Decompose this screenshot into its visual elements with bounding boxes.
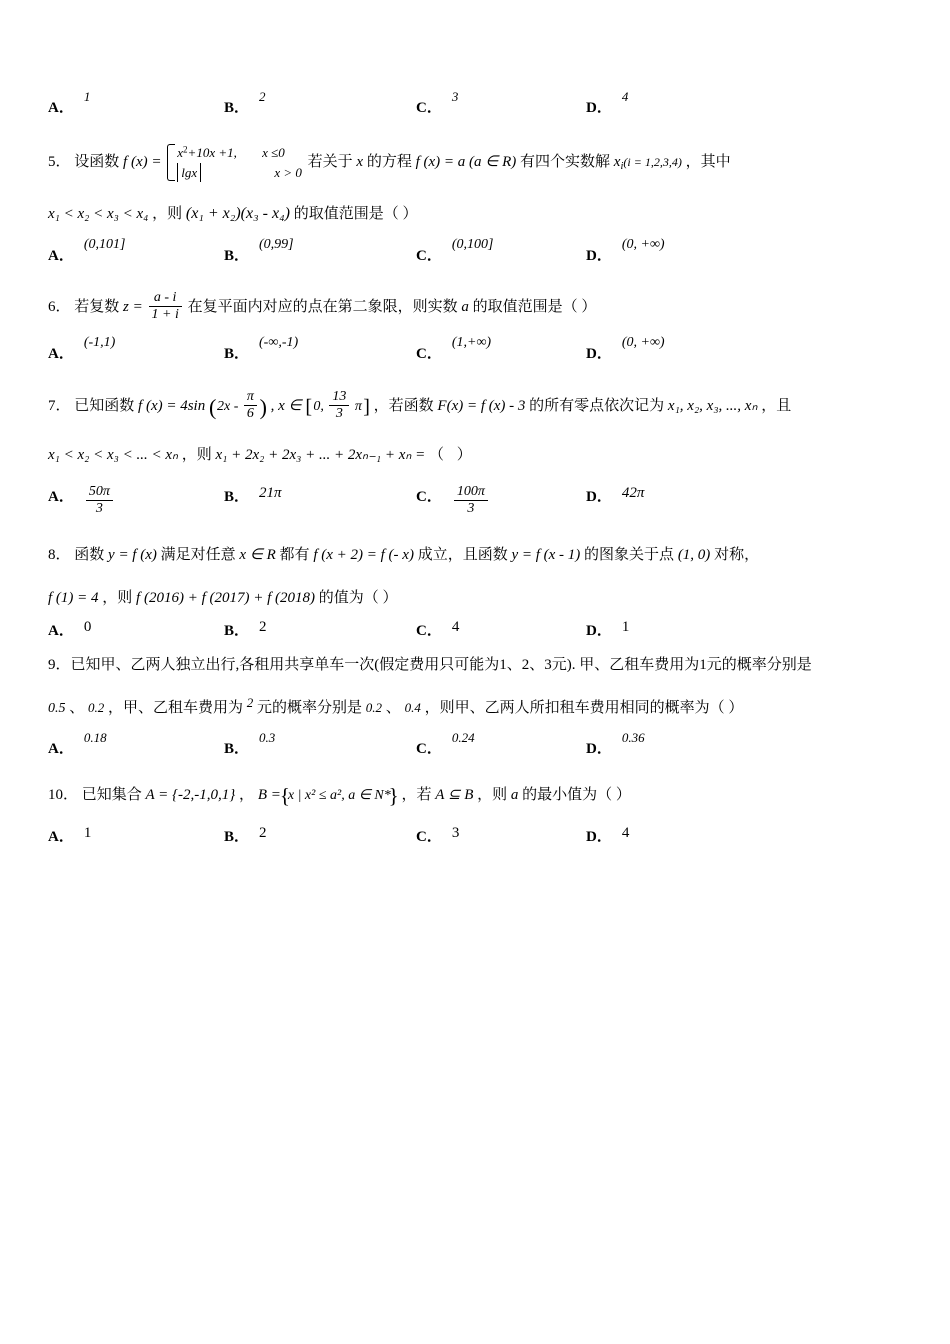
q9-p4: 0.4 bbox=[404, 699, 421, 715]
q5-option-a-value: (0,101] bbox=[83, 237, 126, 252]
q8-option-d-value: 1 bbox=[621, 619, 630, 636]
q10-option-d[interactable] bbox=[586, 825, 786, 846]
q5-expression: (x₁ + x₂)(x₃ - x₄) bbox=[185, 205, 290, 222]
q9-text-1: 已知甲、乙两人独立出行,各租用共享单车一次(假定费用只可能为1、2、3元). 甲、乙租车费用为1元的概率分别是 bbox=[70, 657, 812, 674]
q5-text-4: 有四个实数解 bbox=[520, 153, 611, 170]
q5-case2-cond: x > 0 bbox=[274, 164, 302, 180]
q5-text-5: ，其中 bbox=[685, 153, 731, 170]
q5-case1-cond: x ≤0 bbox=[262, 145, 285, 160]
q7-sin-arg bbox=[209, 390, 267, 423]
question-7-line2 bbox=[48, 444, 908, 467]
q9-number: 9． bbox=[48, 657, 71, 674]
q10-option-c-value: 3 bbox=[451, 825, 460, 842]
q7-option-c-label: C． bbox=[416, 488, 442, 505]
q8-text-6: 对称， bbox=[714, 547, 760, 564]
q10-options-row bbox=[48, 825, 908, 846]
q8-text-8: 的值为（ ） bbox=[318, 589, 398, 606]
q8-eq: f (x + 2) = f (- x) bbox=[313, 547, 414, 564]
q8-option-d[interactable] bbox=[586, 619, 786, 640]
q10-option-d-label: D． bbox=[586, 829, 612, 846]
q6-text-3: 的取值范围是（ ） bbox=[472, 299, 597, 316]
q9-sep-2: 、 bbox=[385, 699, 401, 716]
q5-text-6: ，则 bbox=[152, 206, 183, 222]
q7-order: x₁ < x₂ < x₃ < ... < xₙ bbox=[48, 447, 178, 464]
q7-Fx: F(x) = f (x) - 3 bbox=[437, 398, 526, 415]
q7-text-5: ，则 bbox=[181, 447, 212, 464]
question-10 bbox=[48, 784, 908, 807]
q8-option-c[interactable] bbox=[416, 619, 586, 640]
q10-set-b-body: x | x² ≤ a², a ∈ N* bbox=[287, 788, 391, 804]
q6-option-b[interactable] bbox=[224, 335, 416, 363]
option-d-label: D． bbox=[586, 100, 612, 116]
q8-text-2: 满足对任意 bbox=[160, 547, 236, 564]
q9-option-a[interactable] bbox=[48, 730, 224, 758]
q6-option-d[interactable] bbox=[586, 335, 786, 363]
q10-text-1: 已知集合 bbox=[81, 787, 142, 804]
q5-option-d-label: D． bbox=[586, 248, 612, 264]
q5-equation: f (x) = a (a ∈ R) bbox=[415, 153, 517, 170]
q8-option-b-label: B． bbox=[224, 623, 250, 640]
q6-z: z = bbox=[123, 299, 143, 316]
q8-text-7: ，则 bbox=[102, 589, 133, 606]
q8-text-3: 都有 bbox=[279, 547, 310, 564]
q7-option-b[interactable] bbox=[224, 485, 416, 518]
q5-case2-abs bbox=[177, 163, 201, 183]
option-a[interactable] bbox=[48, 89, 224, 117]
q8-option-a-label: A． bbox=[48, 623, 74, 640]
q5-option-d[interactable] bbox=[586, 237, 786, 265]
q10-number: 10． bbox=[48, 787, 79, 804]
q10-set-a: A = {-2,-1,0,1} bbox=[145, 787, 236, 804]
question-7 bbox=[48, 389, 908, 424]
q9-option-c-label: C． bbox=[416, 741, 442, 758]
q10-set-b-body-wrap bbox=[281, 784, 398, 807]
q8-text-5: 的图象关于点 bbox=[584, 547, 675, 564]
q9-option-d-value: 0.36 bbox=[621, 730, 645, 746]
q6-option-c-value: (1,+∞) bbox=[451, 335, 492, 351]
option-c-value: 3 bbox=[451, 89, 459, 104]
q10-option-a[interactable] bbox=[48, 825, 224, 846]
q9-option-a-label: A． bbox=[48, 741, 74, 758]
q6-text-2: 在复平面内对应的点在第二象限，则实数 bbox=[187, 299, 458, 316]
q5-text-2: 若关于 bbox=[307, 153, 353, 170]
option-c-label: C． bbox=[416, 100, 442, 116]
q10-subset: A ⊆ B bbox=[435, 787, 474, 804]
option-a-value: 1 bbox=[83, 89, 91, 104]
q8-expression: f (2016) + f (2017) + f (2018) bbox=[136, 589, 316, 606]
question-8 bbox=[48, 544, 908, 567]
q7-inner-frac-den: 6 bbox=[246, 406, 254, 422]
q7-inner: 2x - bbox=[216, 399, 239, 414]
q5-case-2 bbox=[177, 163, 302, 183]
q9-option-b[interactable] bbox=[224, 730, 416, 758]
q7-option-a-num: 50π bbox=[86, 484, 113, 501]
q6-options-row bbox=[48, 335, 908, 363]
q6-option-d-value: (0, +∞) bbox=[621, 335, 665, 351]
q7-text-2: ，若函数 bbox=[373, 398, 434, 415]
option-b-value: 2 bbox=[259, 89, 266, 104]
question-9 bbox=[48, 654, 908, 677]
q10-option-b[interactable] bbox=[224, 825, 416, 846]
q9-option-c[interactable] bbox=[416, 730, 586, 758]
q8-option-b[interactable] bbox=[224, 619, 416, 640]
q7-option-d-label: D． bbox=[586, 488, 612, 505]
q10-option-b-label: B． bbox=[224, 829, 250, 846]
q7-domain-left: 0, bbox=[313, 399, 324, 414]
q10-option-d-value: 4 bbox=[621, 825, 630, 842]
option-a-label: A． bbox=[48, 100, 74, 116]
q5-text-7: 的取值范围是（ ） bbox=[293, 206, 418, 222]
q5-number: 5． bbox=[48, 153, 71, 170]
q7-option-c-num: 100π bbox=[454, 484, 488, 501]
question-9-line2 bbox=[48, 694, 908, 720]
q4-options-row bbox=[48, 89, 908, 117]
q7-option-d-value: 42π bbox=[621, 484, 645, 501]
q7-domain-interval bbox=[305, 389, 370, 424]
q10-option-b-value: 2 bbox=[259, 825, 267, 842]
q7-text-3: 的所有零点依次记为 bbox=[529, 398, 665, 415]
q7-domain-frac-num: 13 bbox=[329, 389, 349, 406]
option-b-label: B． bbox=[224, 100, 250, 116]
q9-text-3: 元的概率分别是 bbox=[257, 699, 363, 716]
q9-text-2: ，甲、乙租车费用为 bbox=[108, 699, 244, 716]
q9-p3: 0.2 bbox=[365, 699, 383, 715]
q8-option-b-value: 2 bbox=[259, 619, 267, 636]
option-b[interactable] bbox=[224, 89, 416, 117]
q5-option-c[interactable] bbox=[416, 237, 586, 265]
q8-option-c-value: 4 bbox=[451, 619, 460, 636]
q8-option-d-label: D． bbox=[586, 623, 612, 640]
q7-text-4: ，且 bbox=[761, 398, 792, 415]
q5-piecewise bbox=[167, 143, 302, 182]
q5-case-1 bbox=[177, 143, 302, 163]
q6-option-c[interactable] bbox=[416, 335, 586, 363]
q6-option-a[interactable] bbox=[48, 335, 224, 363]
q10-text-4: ，则 bbox=[477, 787, 508, 804]
q7-domain-x: , x ∈ bbox=[270, 398, 302, 415]
option-d-value: 4 bbox=[621, 89, 629, 104]
q9-options-row bbox=[48, 730, 908, 758]
q7-sum: x₁ + 2x₂ + 2x₃ + ... + 2xₙ₋₁ + xₙ = bbox=[215, 447, 426, 464]
q6-option-d-label: D． bbox=[586, 346, 612, 363]
q6-option-a-value: (-1,1) bbox=[83, 335, 116, 351]
q5-text-1: 设函数 bbox=[74, 153, 120, 170]
q5-roots: x bbox=[613, 153, 621, 170]
question-6 bbox=[48, 291, 908, 324]
q9-p2: 0.2 bbox=[88, 699, 105, 715]
q5-fx: f (x) = bbox=[123, 153, 162, 170]
q9-option-c-value: 0.24 bbox=[451, 730, 475, 746]
q7-domain-fraction bbox=[329, 389, 349, 422]
page-content bbox=[48, 86, 908, 860]
q9-text-4: ，则甲、乙两人所扣租车费用相同的概率为（ ） bbox=[424, 699, 744, 716]
q10-var-a: a bbox=[510, 787, 519, 804]
q9-option-d-label: D． bbox=[586, 741, 612, 758]
q6-var-a: a bbox=[461, 299, 469, 316]
q7-number: 7． bbox=[48, 398, 71, 415]
q5-var-x: x bbox=[356, 153, 364, 170]
q8-option-c-label: C． bbox=[416, 623, 442, 640]
q7-zeros: x₁, x₂, x₃, ..., xₙ bbox=[667, 398, 758, 415]
q9-option-a-value: 0.18 bbox=[83, 730, 107, 746]
q7-inner-frac-num: π bbox=[244, 389, 257, 406]
q9-sep-1: 、 bbox=[69, 699, 85, 716]
q7-option-a-value bbox=[86, 484, 113, 517]
q7-option-c-den: 3 bbox=[467, 500, 475, 516]
q10-option-c-label: C． bbox=[416, 829, 442, 846]
q5-roots-cond: (i = 1,2,3,4) bbox=[623, 154, 682, 169]
q8-text-4: 成立，且函数 bbox=[417, 547, 508, 564]
q5-options-row bbox=[48, 237, 908, 265]
q5-option-d-value: (0, +∞) bbox=[621, 237, 665, 252]
q8-y2: y = f (x - 1) bbox=[511, 547, 581, 564]
question-8-line2 bbox=[48, 587, 908, 610]
q7-option-c-value bbox=[454, 484, 488, 517]
q7-option-a[interactable] bbox=[48, 485, 224, 518]
q8-number: 8． bbox=[48, 547, 71, 564]
option-c[interactable] bbox=[416, 89, 586, 117]
q10-option-a-label: A． bbox=[48, 829, 74, 846]
q6-frac-den: 1 + i bbox=[151, 307, 179, 323]
q7-text-6: （ ） bbox=[429, 447, 477, 464]
q8-given: f (1) = 4 bbox=[48, 589, 99, 606]
q5-option-b-value: (0,99] bbox=[259, 237, 294, 252]
q5-option-c-label: C． bbox=[416, 248, 442, 264]
q7-option-d[interactable] bbox=[586, 485, 786, 518]
q7-option-a-label: A． bbox=[48, 488, 74, 505]
q5-order: x₁ < x₂ < x₃ < x₄ bbox=[48, 206, 149, 222]
q5-case1-rest: +10x +1, bbox=[187, 145, 237, 160]
q6-text-1: 若复数 bbox=[74, 299, 120, 316]
q8-text-1: 函数 bbox=[74, 547, 105, 564]
q9-option-b-label: B． bbox=[224, 741, 250, 758]
q7-options-row bbox=[48, 485, 908, 518]
q10-text-3: ，若 bbox=[401, 787, 432, 804]
question-5-line2 bbox=[48, 202, 908, 226]
q7-domain-frac-den: 3 bbox=[335, 406, 343, 422]
q10-text-5: 的最小值为（ ） bbox=[522, 787, 631, 804]
q8-option-a[interactable] bbox=[48, 619, 224, 640]
q8-y1: y = f (x) bbox=[108, 547, 157, 564]
q8-point: (1, 0) bbox=[677, 547, 711, 564]
q7-inner-fraction bbox=[244, 389, 257, 422]
q6-option-c-label: C． bbox=[416, 346, 442, 363]
q5-roots-sub: i bbox=[620, 161, 624, 173]
q9-option-b-value: 0.3 bbox=[259, 730, 276, 746]
q7-option-b-value: 21π bbox=[259, 484, 282, 501]
q5-option-a[interactable] bbox=[48, 237, 224, 265]
q7-text-1: 已知函数 bbox=[74, 398, 135, 415]
q5-option-a-label: A． bbox=[48, 248, 74, 264]
q8-options-row bbox=[48, 619, 908, 640]
question-5 bbox=[48, 143, 908, 182]
q9-option-d[interactable] bbox=[586, 730, 786, 758]
q7-option-b-label: B． bbox=[224, 488, 250, 505]
q8-option-a-value: 0 bbox=[83, 619, 92, 636]
q10-option-c[interactable] bbox=[416, 825, 586, 846]
q6-option-b-value: (-∞,-1) bbox=[259, 335, 299, 351]
q7-domain-pi: π bbox=[354, 399, 362, 414]
q5-case1-exp: 2 bbox=[183, 144, 188, 155]
q5-option-b[interactable] bbox=[224, 237, 416, 265]
q9-p1: 0.5 bbox=[48, 700, 66, 716]
q6-option-b-label: B． bbox=[224, 346, 250, 363]
q5-case2-expr: lgx bbox=[181, 164, 198, 180]
option-d[interactable] bbox=[586, 89, 786, 117]
q6-frac-num: a - i bbox=[149, 290, 182, 307]
q7-fx: f (x) = 4sin bbox=[138, 398, 206, 415]
q6-fraction bbox=[149, 290, 182, 323]
q7-option-a-den: 3 bbox=[95, 500, 103, 516]
q6-number: 6． bbox=[48, 299, 71, 316]
q8-cond: x ∈ R bbox=[239, 547, 276, 564]
q10-set-b-lead: B = bbox=[257, 787, 281, 804]
q5-case1-var: x bbox=[177, 145, 183, 160]
q6-option-a-label: A． bbox=[48, 346, 74, 363]
q5-option-b-label: B． bbox=[224, 248, 250, 264]
q7-option-c[interactable] bbox=[416, 485, 586, 518]
q10-text-2: ， bbox=[239, 787, 255, 804]
q5-text-3: 的方程 bbox=[366, 153, 412, 170]
q10-option-a-value: 1 bbox=[83, 825, 92, 842]
q5-option-c-value: (0,100] bbox=[451, 237, 494, 252]
q9-two: 2 bbox=[246, 694, 254, 710]
